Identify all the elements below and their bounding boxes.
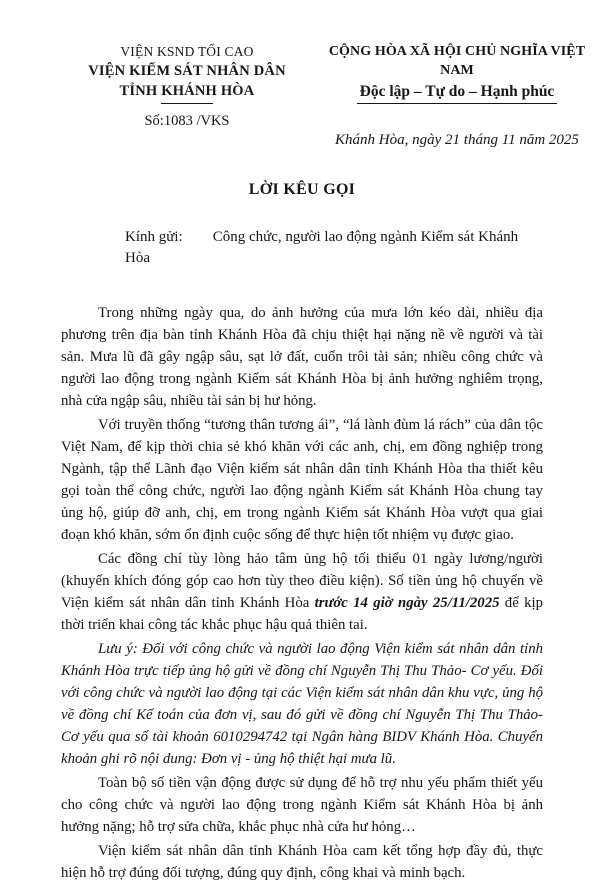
salutation-recipient: Công chức, người lao động ngành Kiểm sát Khánh Hòa xyxy=(125,229,519,266)
document-header xyxy=(61,42,586,151)
contribution-text-before: Các đồng chí tùy lòng hảo tâm ủng hộ tối thiểu 01 ngày lương/người (khuyến khích đóng góp cao hơn tùy theo điều kiện). Số tiền ủng hộ chuyển về Viện kiểm sát nhân dân tỉnh Khánh Hòa xyxy=(61,551,543,611)
paragraph-note-text: Lưu ý: Đối với công chức và người lao động Viện kiểm sát nhân dân tỉnh Khánh Hòa trực tiếp ủng hộ gửi về đồng chí Nguyễn Thị Thu Thảo- Cơ yếu. Đối với công chức và người lao động tại các Viện kiểm sát nhân dân khu vực, ủng hộ về đồng chí Kế toán của đơn vị, sau đó gửi về đồng chí Nguyễn Thị Thu Thảo- Cơ yếu qua số tài khoản 6010294742 tại Ngân hàng BIDV Khánh Hòa. Chuyển khoản ghi rõ nội dung: Đơn vị - ủng hộ thiệt hại mưa lũ. xyxy=(61,641,543,767)
issuing-agency-block xyxy=(61,42,313,151)
place-date-line: Khánh Hòa, ngày 21 tháng 11 năm 2025 xyxy=(335,132,579,148)
agency-underline-rule xyxy=(161,103,213,104)
agency-name-line1: VIỆN KIỂM SÁT NHÂN DÂN xyxy=(88,63,286,79)
salutation-line xyxy=(61,227,543,269)
paragraph-commitment-text: Viện kiểm sát nhân dân tỉnh Khánh Hòa cam kết tổng hợp đầy đủ, thực hiện hỗ trợ đúng đối tượng, đúng quy định, công khai và minh bạch. xyxy=(61,843,543,881)
paragraph-situation-text: Trong những ngày qua, do ảnh hưởng của mưa lớn kéo dài, nhiều địa phương trên địa bàn tỉnh Khánh Hòa đã chịu thiệt hại nặng nề về người và tài sản. Mưa lũ đã gây ngập sâu, sạt lở đất, cuốn trôi tài sản; nhiều công chức và người lao động trong ngành Kiểm sát Khánh Hòa bị ảnh hưởng nghiêm trọng, nhà cửa ngập sâu, nhiều tài sản bị hư hỏng. xyxy=(61,305,543,409)
motto-row xyxy=(313,80,601,104)
document-body xyxy=(61,302,543,884)
national-title: CỘNG HÒA XÃ HỘI CHỦ NGHĨA VIỆT NAM xyxy=(328,44,586,78)
document-number: Số:1083 /VKS xyxy=(144,113,230,129)
paragraph-fund-usage xyxy=(61,772,543,838)
paragraph-appeal-text: Với truyền thống “tương thân tương ái”, “lá lành đùm lá rách” của dân tộc Việt Nam, để kịp thời chia sẻ khó khăn với các anh, chị, em đồng nghiệp trong Ngành, tập thể Lãnh đạo Viện kiểm sát nhân dân tỉnh Khánh Hòa tha thiết kêu gọi toàn thể công chức, người lao động ngành Kiểm sát Khánh Hòa chung tay ủng hộ, giúp đỡ anh, chị, em trong ngành Kiểm sát Khánh Hòa vượt qua giai đoạn khó khăn, sớm ổn định cuộc sống để thực hiện tốt nhiệm vụ được giao. xyxy=(61,417,543,543)
paragraph-note xyxy=(61,638,543,770)
agency-name-line2: TỈNH KHÁNH HÒA xyxy=(119,83,255,99)
parent-agency-name: VIỆN KSND TỐI CAO xyxy=(120,44,254,59)
document-title: LỜI KÊU GỌI xyxy=(248,181,356,198)
paragraph-contribution xyxy=(61,548,543,636)
paragraph-appeal xyxy=(61,414,543,546)
contribution-text-after: để kịp thời triển khai công tác khắc phục hậu quả thiên tai. xyxy=(61,595,543,633)
national-header-block xyxy=(313,42,601,151)
deadline-emphasis: trước 14 giờ ngày 25/11/2025 xyxy=(314,595,500,611)
salutation-label: Kính gửi: xyxy=(125,229,183,245)
national-motto: Độc lập – Tự do – Hạnh phúc xyxy=(357,81,558,104)
paragraph-commitment xyxy=(61,840,543,884)
paragraph-situation xyxy=(61,302,543,412)
paragraph-fund-usage-text: Toàn bộ số tiền vận động được sử dụng để hỗ trợ nhu yếu phẩm thiết yếu cho công chức và người lao động trong ngành Kiểm sát Khánh Hòa bị ảnh hưởng nặng; hỗ trợ sửa chữa, khắc phục nhà cửa hư hỏng… xyxy=(61,775,543,835)
